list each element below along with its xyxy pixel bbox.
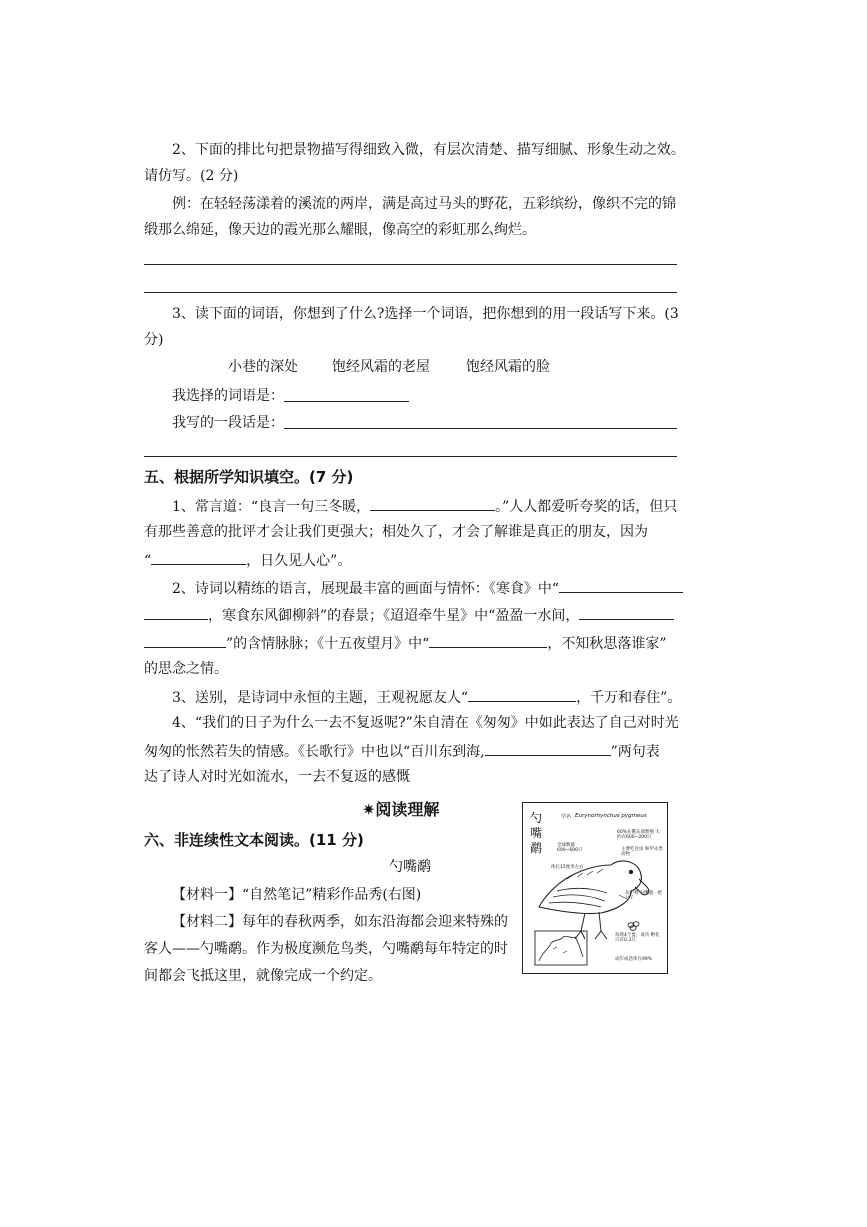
s5-q2-line2: ，寒食东风御柳斜”的春景；《迢迢牵牛星》中“盈盈一水间， xyxy=(144,604,674,626)
reading-banner: ✷阅读理解 xyxy=(362,800,440,819)
q2-example-line2: 缎那么绵延，像天边的霞光那么耀眼，像高空的彩虹那么绚烂。 xyxy=(144,222,536,238)
s5-q4-line1: 4、“我们的日子为什么一去不复返呢?”朱自清在《匆匆》中如此表达了自己对时光 xyxy=(172,715,679,731)
fill-blank[interactable] xyxy=(144,632,226,648)
q3-word-3: 饱经风霜的脸 xyxy=(466,359,550,375)
figure-vertical-title: 勺嘴鹬 xyxy=(530,811,543,855)
figure-sci-name: Eurynorhynchus pygmeus xyxy=(575,813,647,819)
choose-answer-line[interactable] xyxy=(284,401,409,402)
fill-blank[interactable] xyxy=(144,604,208,620)
write-label: 我写的一段话是： xyxy=(172,415,284,431)
figure-note-1: 60%在俄东部繁殖 大约有600~200只 xyxy=(617,830,660,840)
s5-q2-line1: 2、诗词以精练的语言，展现最丰富的画面与情怀：《寒食》中“ xyxy=(172,577,683,599)
figure-note-2: 全球数量 600~600只 xyxy=(557,843,583,853)
s5-q2-line3: ”的含情脉脉；《十五夜望月》中“ ，不知秋思落谁家” xyxy=(144,632,667,654)
section6-title: 六、非连续性文本阅读。(11 分) xyxy=(144,831,364,849)
material-2-line1: 【材料二】每年的春秋两季，如东沿海都会迎来特殊的 xyxy=(172,914,508,930)
write-answer-line[interactable] xyxy=(284,428,677,429)
s5-q3: 3、送别，是诗词中永恒的主题，王观祝愿友人“ ，千万和春住”。 xyxy=(172,686,681,708)
fill-blank[interactable] xyxy=(151,549,246,565)
fill-blank[interactable] xyxy=(370,495,495,511)
q2-line2: 请仿写。(2 分) xyxy=(144,168,239,184)
q3-word-2: 饱经风霜的老屋 xyxy=(332,359,430,375)
nature-notebook-figure xyxy=(522,802,668,974)
answer-line[interactable] xyxy=(144,292,677,293)
fill-blank[interactable] xyxy=(485,740,611,756)
figure-note-6: 每窝4个蛋，成功 孵化只有0.3只 xyxy=(615,933,660,943)
answer-line[interactable] xyxy=(144,456,677,457)
q3-line2: 分) xyxy=(144,332,164,348)
figure-sci-label: 学名 xyxy=(561,814,572,820)
article-title: 勺嘴鹬 xyxy=(389,859,431,875)
section5-title: 五、根据所学知识填空。(7 分) xyxy=(144,468,354,486)
figure-note-4: 体长15厘米左右 xyxy=(551,865,584,870)
s5-q2-line4: 的思念之情。 xyxy=(144,661,228,677)
s5-q1-line3: “ ，日久见人心”。 xyxy=(144,549,351,571)
q2-line1: 2、下面的排比句把景物描写得细致入微，有层次清楚、描写细腻、形象生动之效。 xyxy=(172,142,685,158)
fill-blank[interactable] xyxy=(429,632,547,648)
s5-q1-line2: 有那些善意的批评才会让我们更强大；相处久了，才会了解谁是真正的朋友，因为 xyxy=(144,524,648,540)
s5-q1-line1: 1、常言道：“良言一句三冬暖， 。”人人都爱听夸奖的话，但只 xyxy=(172,495,677,517)
answer-line[interactable] xyxy=(144,264,677,265)
choose-label: 我选择的词语是： xyxy=(172,388,284,404)
s5-q4-line2: 匆匆的怅然若失的情感。《长歌行》中也以“百川东到海, ”两句表 xyxy=(144,740,660,762)
figure-note-3: 主要吃昆虫 和甲壳类动物 xyxy=(621,847,663,857)
q2-example-line1: 例：在轻轻荡漾着的溪流的两岸，满是高过马头的野花，五彩缤纷，像织不完的锦 xyxy=(172,196,676,212)
material-2-line2: 客人——勺嘴鹬。作为极度濒危鸟类，勺嘴鹬每年特定的时 xyxy=(144,941,508,957)
fill-blank[interactable] xyxy=(579,604,674,620)
spoon-billed-sandpiper-drawing xyxy=(523,803,666,972)
q3-word-1: 小巷的深处 xyxy=(228,359,298,375)
figure-note-7: 成年成活率在99% xyxy=(615,957,653,962)
material-1: 【材料一】“自然笔记”精彩作品秀(右图) xyxy=(172,887,422,903)
q3-line1: 3、读下面的词语，你想到了什么?选择一个词语，把你想到的用一段话写下来。(3 xyxy=(172,306,679,322)
material-2-line3: 间都会飞抵这里，就像完成一个约定。 xyxy=(144,968,382,984)
s5-q4-line3: 达了诗人对时光如流水，一去不复返的感慨 xyxy=(144,769,410,785)
fill-blank[interactable] xyxy=(559,577,683,593)
fill-blank[interactable] xyxy=(468,686,576,702)
figure-note-5: 从护我 勺嘴就一把勺子 xyxy=(625,891,663,901)
